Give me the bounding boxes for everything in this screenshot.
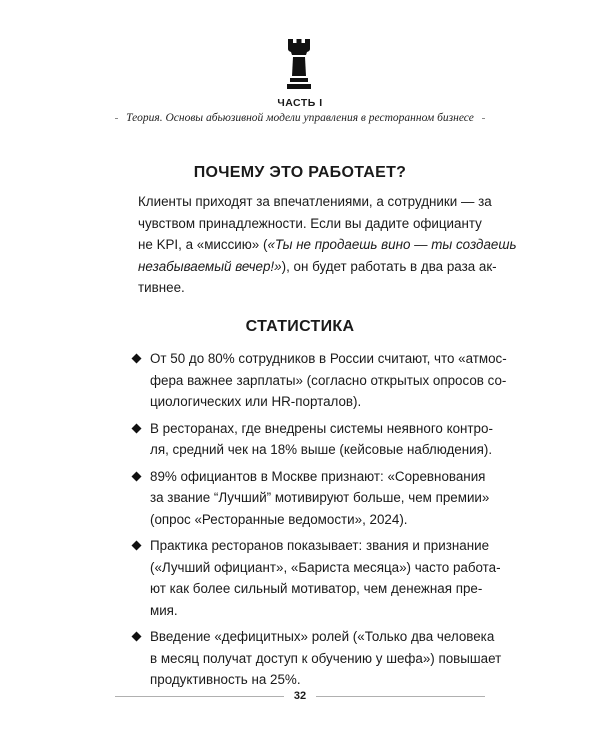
list-item-line: В ресторанах, где внедрены системы неявного контро- — [150, 420, 493, 436]
part-subtitle-row — [115, 112, 485, 124]
paragraph-quote: незабываемый вечер!» — [138, 258, 282, 274]
list-item-line: за звание “Лучший” мотивируют больше, чем премии» — [150, 490, 490, 505]
paragraph-text: не KPI, а «миссию» ( — [138, 237, 268, 252]
section-title-why: ПОЧЕМУ ЭТО РАБОТАЕТ? — [193, 164, 407, 181]
list-item — [131, 535, 501, 621]
list-item-line: («Лучший официант», «Бариста месяца») часто работа- — [150, 559, 501, 575]
part-label: ЧАСТЬ I — [277, 97, 323, 109]
diamond-bullet-icon — [131, 471, 142, 482]
paragraph-line — [138, 256, 497, 278]
paragraph-line: чувством принадлежности. Если вы дадите официанту — [138, 215, 482, 231]
paragraph-line: Клиенты приходят за впечатлениями, а сотрудники — за — [138, 194, 492, 209]
list-item-line: 89% официантов в Москве признают: «Соревнования — [150, 468, 486, 484]
list-item — [131, 418, 493, 461]
subtitle-rule-left — [115, 118, 118, 119]
list-item-line: От 50 до 80% сотрудников в России считают, что «атмос- — [150, 351, 507, 366]
diamond-bullet-icon — [131, 631, 142, 642]
stats-list — [131, 348, 507, 696]
page-footer — [115, 690, 485, 702]
diamond-bullet-icon — [131, 540, 142, 551]
list-item — [131, 348, 507, 413]
paragraph-line — [138, 234, 517, 256]
paragraph-quote: «Ты не продаешь вино — ты создаешь — [267, 237, 517, 252]
list-item-line: Введение «дефицитных» ролей («Только два человека — [150, 629, 495, 644]
list-item-line: Практика ресторанов показывает: звания и признание — [150, 538, 490, 553]
list-item-line: (опрос «Ресторанные ведомости», 2024). — [150, 511, 408, 527]
list-item-line: циологических или HR-порталов). — [150, 394, 362, 409]
why-paragraph — [138, 191, 517, 299]
list-item-line: мия. — [150, 602, 178, 618]
footer-rule-right — [316, 696, 485, 697]
footer-rule-left — [115, 696, 284, 697]
chess-rook-icon — [285, 38, 313, 90]
list-item-line: ют как более сильный мотиватор, чем денежная пре- — [150, 581, 483, 596]
paragraph-line: тивнее. — [138, 280, 185, 295]
page-number: 32 — [293, 690, 307, 702]
list-item-line: в месяц получат доступ к обучению у шефа») повышает — [150, 650, 502, 666]
section-title-stats: СТАТИСТИКА — [245, 318, 355, 335]
part-subtitle: Теория. Основы абьюзивной модели управления в ресторанном бизнесе — [126, 112, 474, 124]
list-item-line: фера важнее зарплаты» (согласно открытых опросов со- — [150, 372, 507, 388]
diamond-bullet-icon — [131, 423, 142, 434]
list-item — [131, 466, 490, 531]
list-item-line: ля, средний чек на 18% выше (кейсовые наблюдения). — [150, 442, 493, 457]
list-item — [131, 626, 502, 691]
diamond-bullet-icon — [131, 353, 142, 364]
paragraph-text: ), он будет работать в два раза ак- — [281, 258, 497, 274]
subtitle-rule-right — [482, 118, 485, 119]
list-item-line: продуктивность на 25%. — [150, 672, 301, 687]
